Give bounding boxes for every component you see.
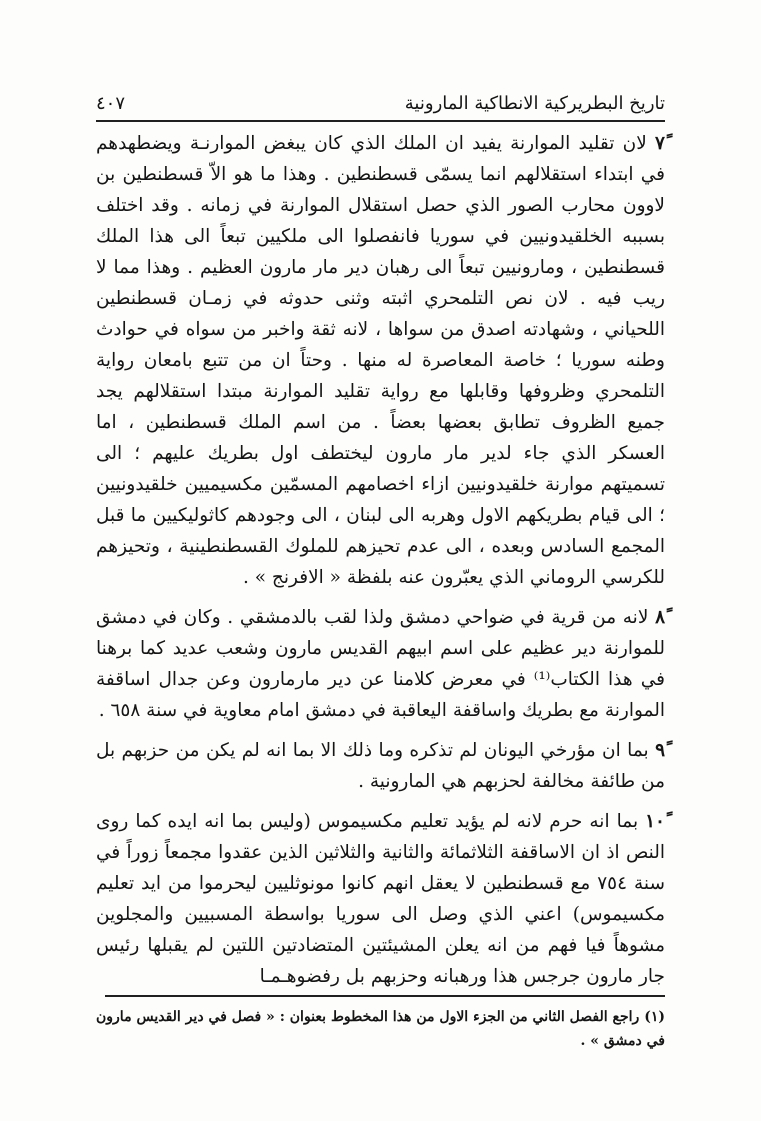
page-number: ٤٠٧ bbox=[96, 92, 126, 114]
paragraph-note-7 bbox=[96, 128, 665, 593]
paragraph-note-10 bbox=[96, 806, 665, 992]
page-header bbox=[96, 86, 665, 122]
paragraph-text: بما ان مؤرخي اليونان لم تذكره وما ذلك الا بما انه لم يكن من حزبهم بل من طائفة مخالفة لحزبهم هي المارونية . bbox=[96, 740, 665, 792]
paragraph-text: بما انه حرم لانه لم يؤيد تعليم مكسيموس (وليس بما انه ايده كما روى النص اذ ان الاساقفة الثلاثمائة والثانية والثلاثين الذين عقدوا مجمعاً زوراً في سنة ٧٥٤ مع قسطنطين لا يعقل انهم كانوا مونوثليين ليحرموا من ايد تعليم مكسيموس) اعني الذي وصل الى سوريا بواسطة المسبيين والمجلوين مشوهاً فيا فهم من انه يعلن المشيئتين المتضادتين اللتين لم يقبلها رئيس جار مارون جرجس هذا ورهبانه وحزبهم بل رفضوهـمـا bbox=[96, 811, 665, 987]
paragraph-note-9 bbox=[96, 735, 665, 797]
body-text bbox=[96, 128, 665, 992]
paragraph-text: لان تقليد الموارنة يفيد ان الملك الذي كان يبغض الموارنـة ويضطهدهم في ابتداء استقلالهم انما يسمّى قسطنطين . وهذا ما هو الاّ قسطنطين بن لاوون محارب الصور الذي حصل استقلال الموارنة في زمانه . وقد اختلف بسببه الخلقيدونيين في سوريا فانفصلوا الى ملكيين تبعاً الى هذا الملك قسطنطين ، ومارونيين تبعاً الى رهبان دير مار مارون العظيم . وهذا مما لا ريب فيه . لان نص التلمحري اثبته وثنى حدوثه في زمـان قسطنطين اللحياني ، وشهادته اصدق من سواها ، لانه ثقة واخبر من سواه في حوادث وطنه سوريا ؛ خاصة المعاصرة له منها . وحتاً ان من تتبع بامعان رواية التلمحري وظروفها وقابلها مع رواية تقليد الموارنة مبتدا استقلالهم يجد جميع الظروف تطابق بعضها بعضاً . من اسم الملك قسطنطين ، اما العسكر الذي جاء لدير مار مارون ليختطف اول بطريك عليهم ؛ الى تسميتهم موارنة خلقيدونيين ازاء اخصامهم المسمّين مكسيميين خلقيدونيين ؛ الى قيام بطريكهم الاول وهربه الى لبنان ، الى وجودهم كاثوليكيين ما قبل المجمع السادس وبعده ، الى عدم تحيزهم للملوك القسطنطينية ، وتحيزهم للكرسي الروماني الذي يعبّرون عنه بلفظة « الافرنج » . bbox=[96, 133, 665, 588]
paragraph-text: لانه من قرية في ضواحي دمشق ولذا لقب بالدمشقي . وكان في دمشق للموارنة دير عظيم على اسم ابيهم القديس مارون وشعب عديد كما برهنا في هذا الكتاب⁽¹⁾ في معرض كلامنا عن دير مارمارون وعن جدال اساقفة الموارنة مع بطريك واساقفة اليعاقبة في دمشق امام معاوية في سنة ٦٥٨ . bbox=[96, 607, 665, 721]
paragraph-note-8 bbox=[96, 602, 665, 726]
note-number: ٩ً bbox=[655, 740, 666, 761]
footnote-divider bbox=[105, 995, 665, 997]
footnote: (١) راجع الفصل الثاني من الجزء الاول من هذا المخطوط بعنوان : « فصل في دير القديس مارون في دمشق » . bbox=[96, 1009, 665, 1049]
note-number: ١٠ً bbox=[645, 811, 665, 832]
running-title: تاريخ البطريركية الانطاكية المارونية bbox=[404, 92, 665, 114]
note-number: ٨ً bbox=[655, 607, 665, 628]
note-number: ٧ً bbox=[655, 133, 665, 154]
